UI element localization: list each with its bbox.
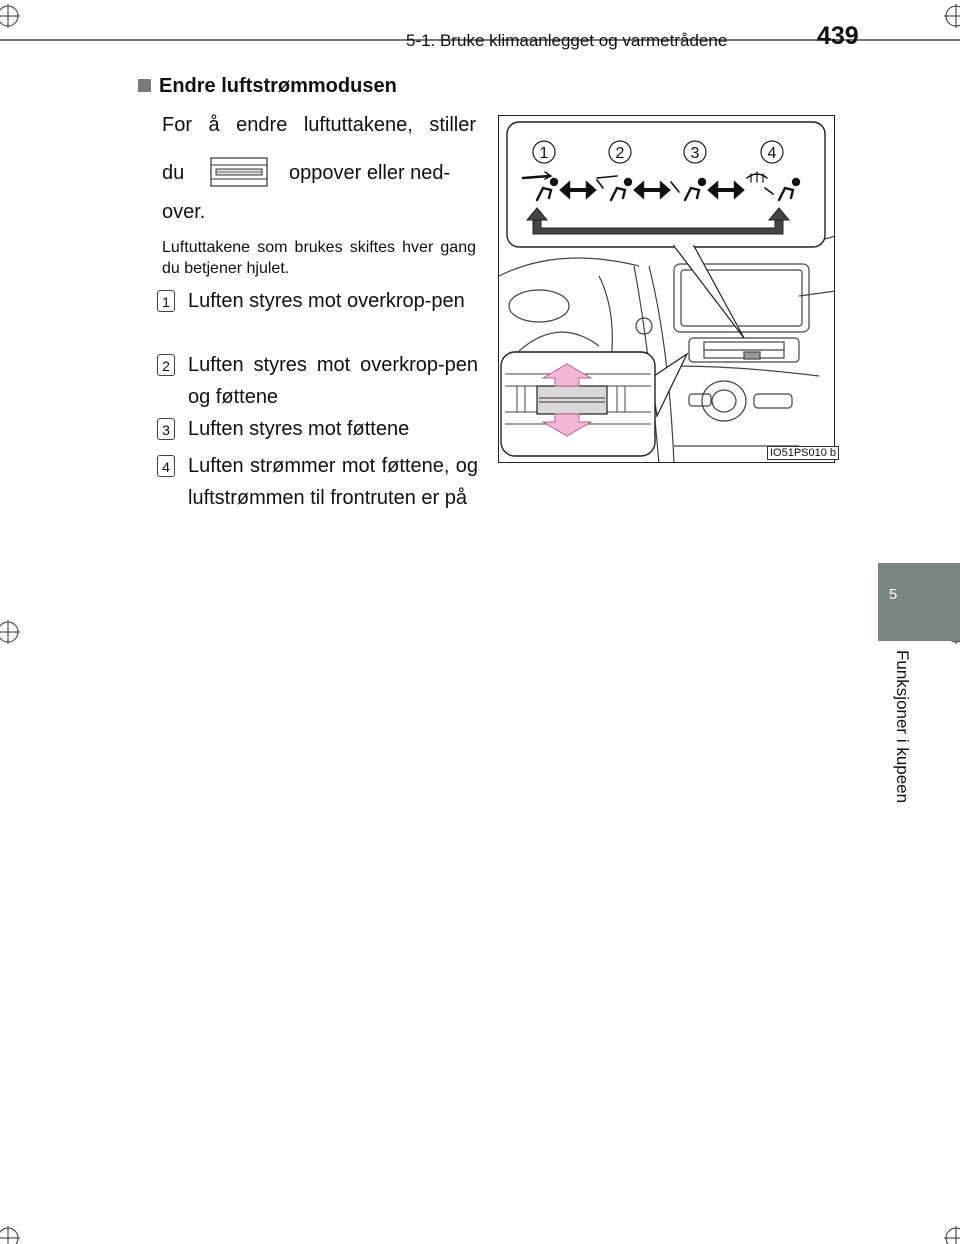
heading-square-icon bbox=[138, 79, 151, 92]
list-item-4: Luften strømmer mot føttene, og luftstrømmen til frontruten er på bbox=[188, 455, 478, 509]
dashboard-illustration bbox=[499, 116, 835, 463]
figure-code: IO51PS010 b bbox=[767, 446, 839, 460]
list-item-2: Luften styres mot overkrop-pen og føttene bbox=[188, 354, 478, 408]
thumbwheel-icon bbox=[210, 157, 268, 187]
list-number-1: 1 bbox=[157, 290, 175, 312]
intro-line-3: over. bbox=[162, 201, 206, 223]
chapter-number: 5 bbox=[888, 586, 898, 603]
section-heading-text: Endre luftstrømmodusen bbox=[159, 75, 397, 97]
running-header-title: 5-1. Bruke klimaanlegget og varmetrådene bbox=[406, 31, 728, 50]
intro-line-1: For å endre luftuttakene, stiller bbox=[162, 114, 476, 136]
list-number-2: 2 bbox=[157, 354, 175, 376]
callout-3-label: 3 bbox=[690, 145, 700, 162]
note-text: Luftuttakene som brukes skiftes hver gang du betjener hjulet. bbox=[162, 239, 476, 277]
list-item-3: Luften styres mot føttene bbox=[188, 418, 410, 440]
callout-2-label: 2 bbox=[615, 145, 625, 162]
list-number-4: 4 bbox=[157, 455, 175, 477]
list-item-1: Luften styres mot overkrop-pen bbox=[188, 290, 465, 312]
callout-4-label: 4 bbox=[767, 145, 777, 162]
callout-1-label: 1 bbox=[539, 145, 549, 162]
page-number: 439 bbox=[817, 22, 859, 50]
intro-line-2-start: du bbox=[162, 162, 185, 184]
section-heading bbox=[138, 75, 397, 98]
chapter-title: Funksjoner i kupeen bbox=[893, 650, 912, 804]
list-number-3: 3 bbox=[157, 418, 175, 440]
airflow-figure bbox=[498, 115, 835, 463]
intro-line-2-end: oppover eller ned- bbox=[289, 162, 451, 184]
